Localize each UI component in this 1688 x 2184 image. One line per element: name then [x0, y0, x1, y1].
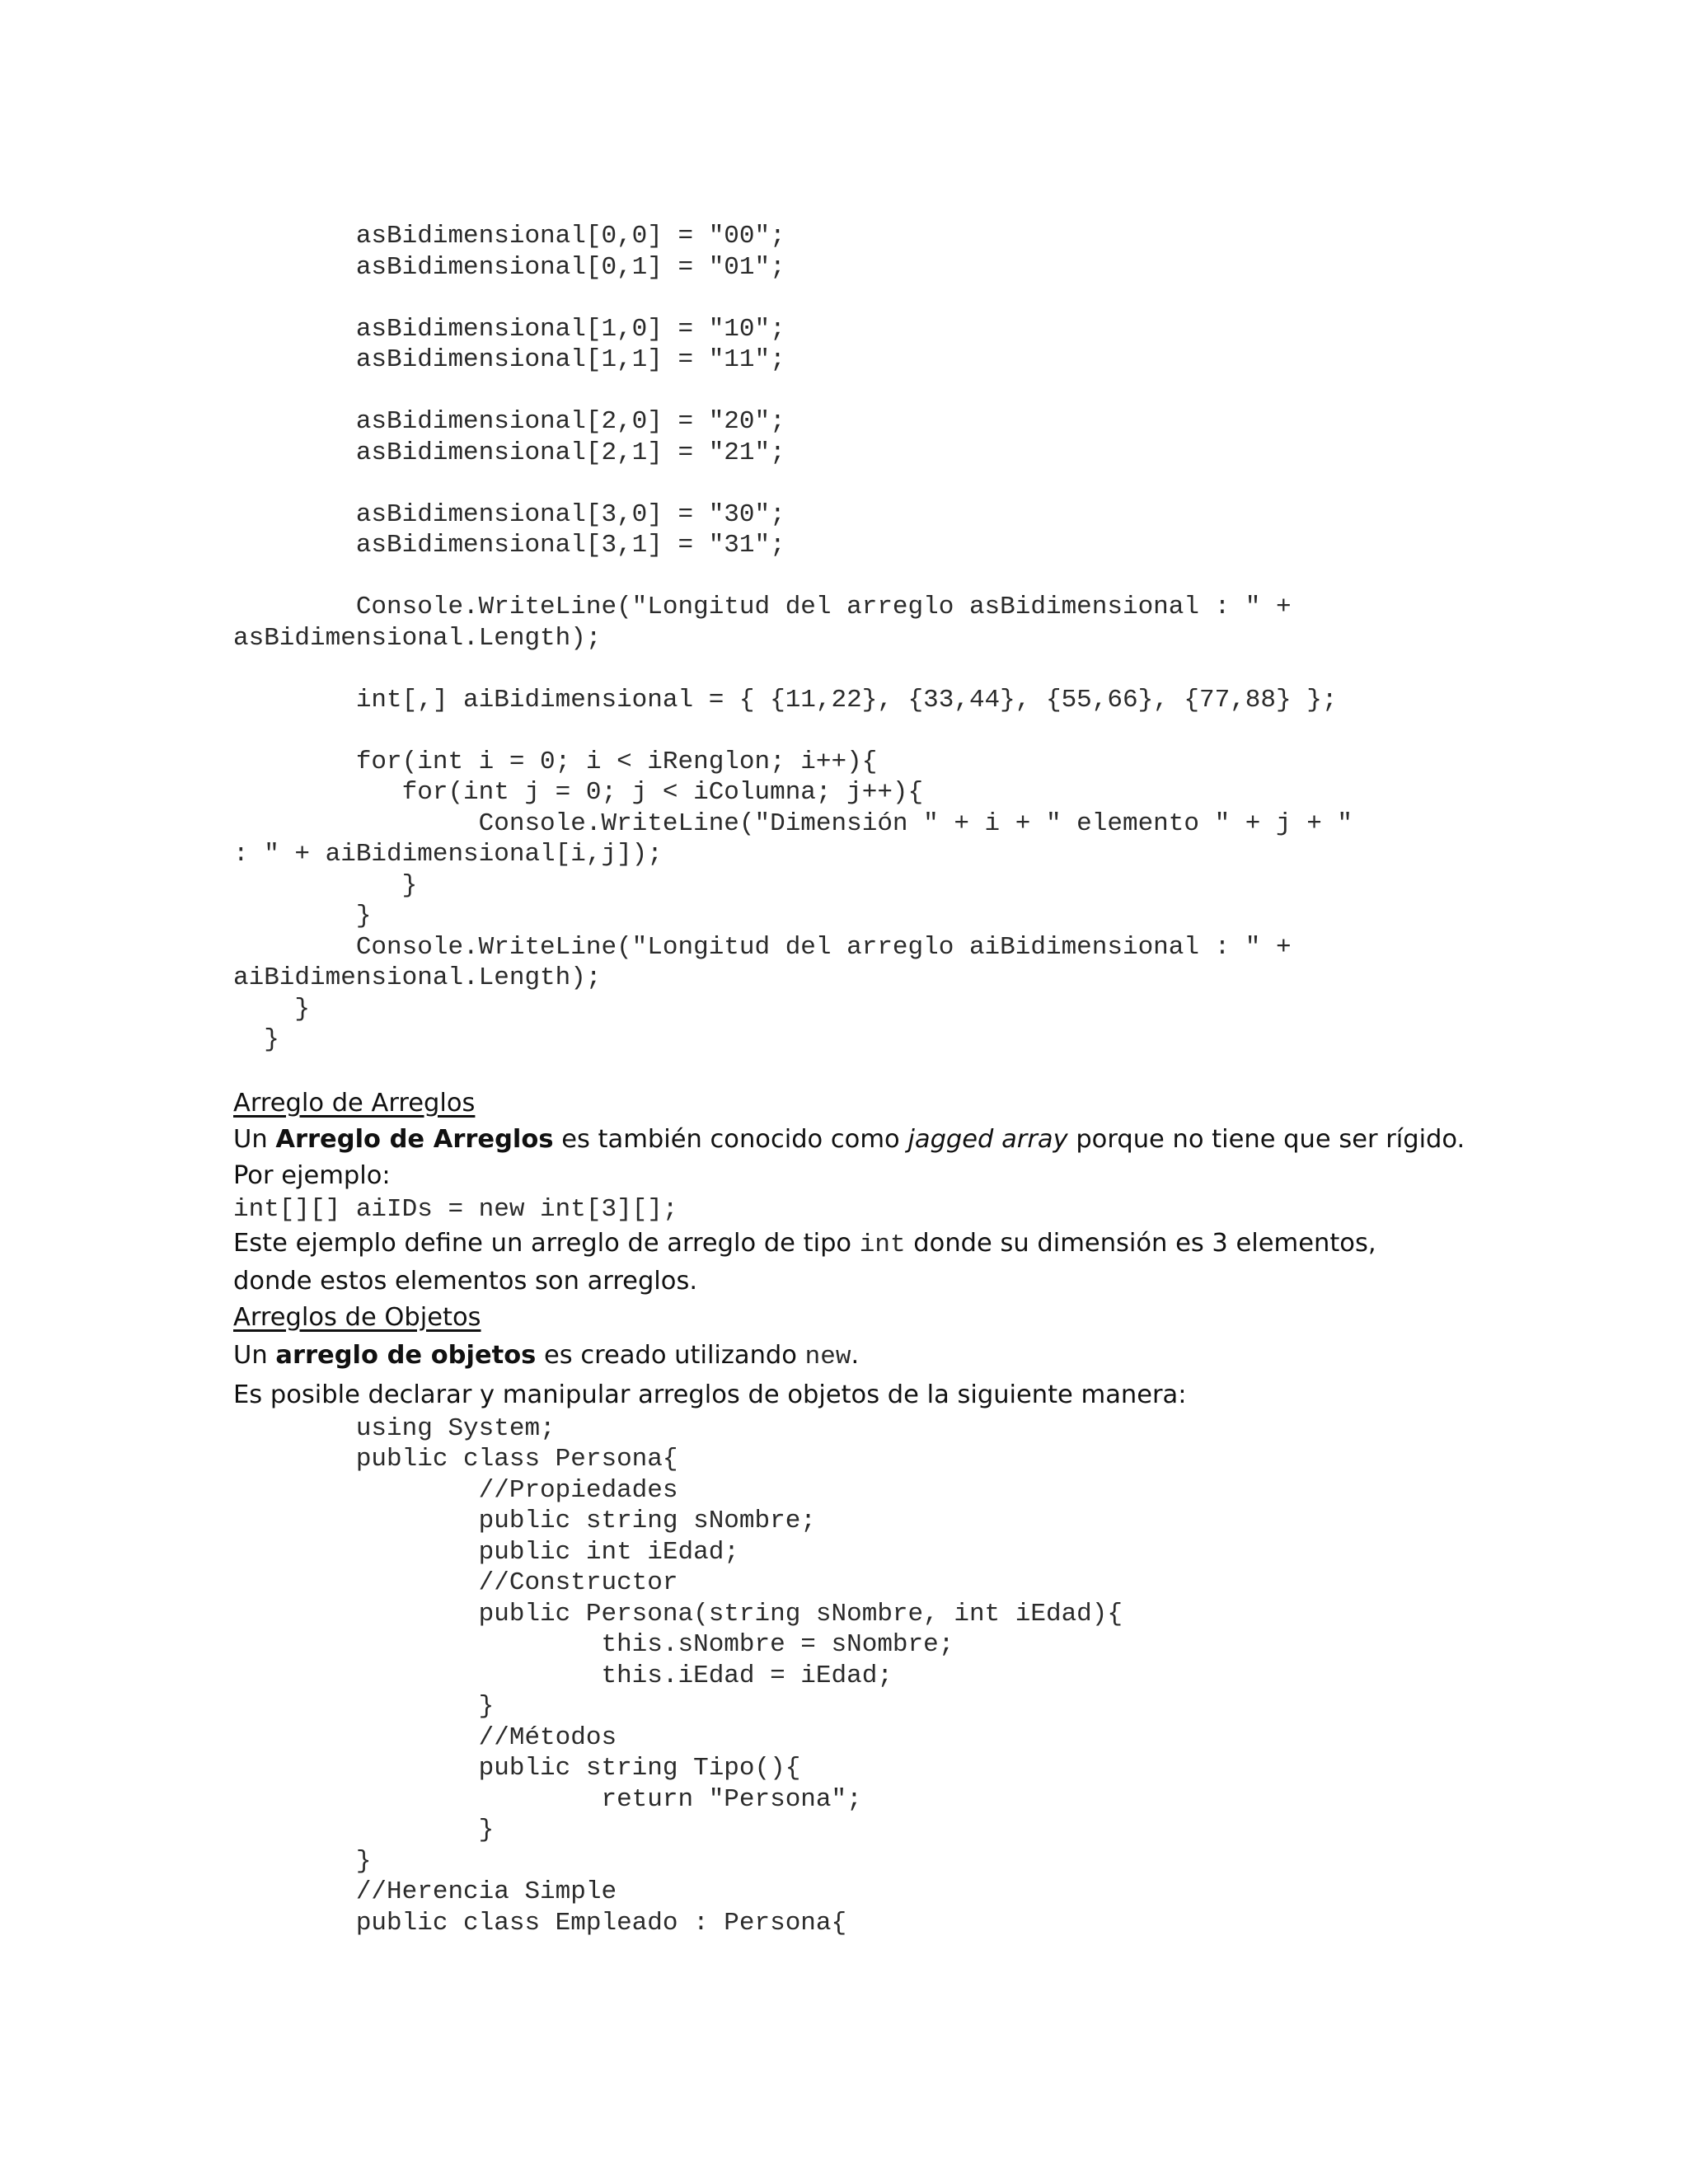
code-bidimensional-line: aiBidimensional.Length); — [233, 963, 602, 992]
jagged-intro-paragraph — [233, 1122, 1470, 1158]
jagged-desc-code: int — [859, 1230, 906, 1259]
objects-intro-paragraph — [233, 1338, 1470, 1376]
jagged-intro-italic: jagged array — [907, 1124, 1068, 1154]
code-bidimensional-line: int[,] aiBidimensional = { {11,22}, {33,44}, {55,66}, {77,88} }; — [233, 685, 1338, 715]
code-bidimensional-line: asBidimensional[0,0] = "00"; — [233, 222, 785, 251]
code-persona-line: //Propiedades — [233, 1475, 678, 1505]
objects-intro-text-end: . — [851, 1340, 860, 1370]
code-persona-line: using System; — [233, 1413, 556, 1443]
jagged-intro-text-mid: es también conocido como — [553, 1124, 908, 1154]
objects-intro-text: Un — [233, 1340, 276, 1370]
code-persona-line: public Persona(string sNombre, int iEdad){ — [233, 1599, 1123, 1629]
code-persona-line: } — [233, 1846, 372, 1876]
jagged-intro-bold: Arreglo de Arreglos — [275, 1124, 554, 1154]
code-bidimensional-line: asBidimensional[1,0] = "10"; — [233, 314, 785, 344]
code-bidimensional-line: asBidimensional[3,0] = "30"; — [233, 499, 785, 529]
code-bidimensional-line — [233, 715, 1470, 747]
code-bidimensional-line: for(int j = 0; j < iColumna; j++){ — [233, 778, 924, 807]
code-bidimensional-line: asBidimensional[2,1] = "21"; — [233, 438, 785, 467]
section-heading-jagged: Arreglo de Arreglos — [233, 1088, 476, 1118]
code-persona-line: this.iEdad = iEdad; — [233, 1661, 893, 1690]
document-page — [233, 221, 1470, 1938]
code-block-persona — [233, 1413, 1470, 1939]
code-persona-line: //Métodos — [233, 1722, 617, 1752]
objects-intro-code: new — [804, 1342, 851, 1371]
code-bidimensional-line — [233, 654, 1470, 685]
code-persona-line: this.sNombre = sNombre; — [233, 1630, 954, 1659]
code-bidimensional-line: asBidimensional[0,1] = "01"; — [233, 252, 785, 282]
code-persona-line: public int iEdad; — [233, 1537, 739, 1567]
code-persona-line: public string sNombre; — [233, 1507, 816, 1535]
code-bidimensional-line: asBidimensional[2,0] = "20"; — [233, 407, 785, 436]
example-code-line: int[][] aiIDs = new int[3][]; — [233, 1194, 678, 1224]
code-bidimensional-line: Console.WriteLine("Longitud del arreglo aiBidimensional : " + — [233, 932, 1292, 962]
code-bidimensional-line — [233, 468, 1470, 499]
jagged-desc-text-end: donde su dimensión es 3 elementos, donde estos elementos son arreglos. — [233, 1228, 1376, 1296]
code-bidimensional-line: for(int i = 0; i < iRenglon; i++){ — [233, 747, 878, 776]
jagged-intro-text: Un — [233, 1124, 276, 1154]
code-bidimensional-line: Console.WriteLine("Dimensión " + i + " elemento " + j + " — [233, 808, 1353, 838]
code-persona-line: public string Tipo(){ — [233, 1754, 801, 1783]
example-label: Por ejemplo: — [233, 1160, 391, 1190]
code-bidimensional-line — [233, 283, 1470, 314]
code-bidimensional-line: : " + aiBidimensional[i,j]); — [233, 840, 663, 869]
jagged-intro-text-end: porque no tiene que ser rígido. — [1067, 1124, 1465, 1154]
code-persona-line: public class Empleado : Persona{ — [233, 1908, 847, 1938]
code-bidimensional-line: asBidimensional[1,1] = "11"; — [233, 345, 785, 374]
objects-intro-text-mid: es creado utilizando — [536, 1340, 805, 1370]
code-bidimensional-line: } — [233, 902, 372, 930]
code-bidimensional-line — [233, 376, 1470, 407]
code-block-bidimensional — [233, 221, 1470, 1056]
section-object-arrays — [233, 1300, 1470, 1413]
objects-description: Es posible declarar y manipular arreglos de objetos de la siguiente manera: — [233, 1380, 1187, 1409]
code-bidimensional-line: Console.WriteLine("Longitud del arreglo asBidimensional : " + — [233, 593, 1292, 621]
code-persona-line: //Constructor — [233, 1568, 678, 1597]
code-persona-line: } — [233, 1816, 495, 1844]
code-bidimensional-line: asBidimensional.Length); — [233, 623, 602, 653]
code-bidimensional-line: asBidimensional[3,1] = "31"; — [233, 531, 785, 560]
code-persona-line: //Herencia Simple — [233, 1877, 617, 1906]
section-jagged-arrays — [233, 1085, 1470, 1300]
code-persona-line: public class Persona{ — [233, 1445, 678, 1474]
code-bidimensional-line — [233, 561, 1470, 593]
jagged-desc-text: Este ejemplo define un arreglo de arreglo de tipo — [233, 1228, 860, 1258]
jagged-description-paragraph — [233, 1226, 1453, 1300]
objects-intro-bold: arreglo de objetos — [275, 1340, 537, 1370]
code-bidimensional-line: } — [233, 870, 418, 900]
section-heading-objects: Arreglos de Objetos — [233, 1302, 481, 1332]
code-bidimensional-line: } — [233, 994, 311, 1024]
code-bidimensional-line: } — [233, 1025, 279, 1054]
code-persona-line: } — [233, 1692, 495, 1721]
code-persona-line: return "Persona"; — [233, 1784, 862, 1814]
